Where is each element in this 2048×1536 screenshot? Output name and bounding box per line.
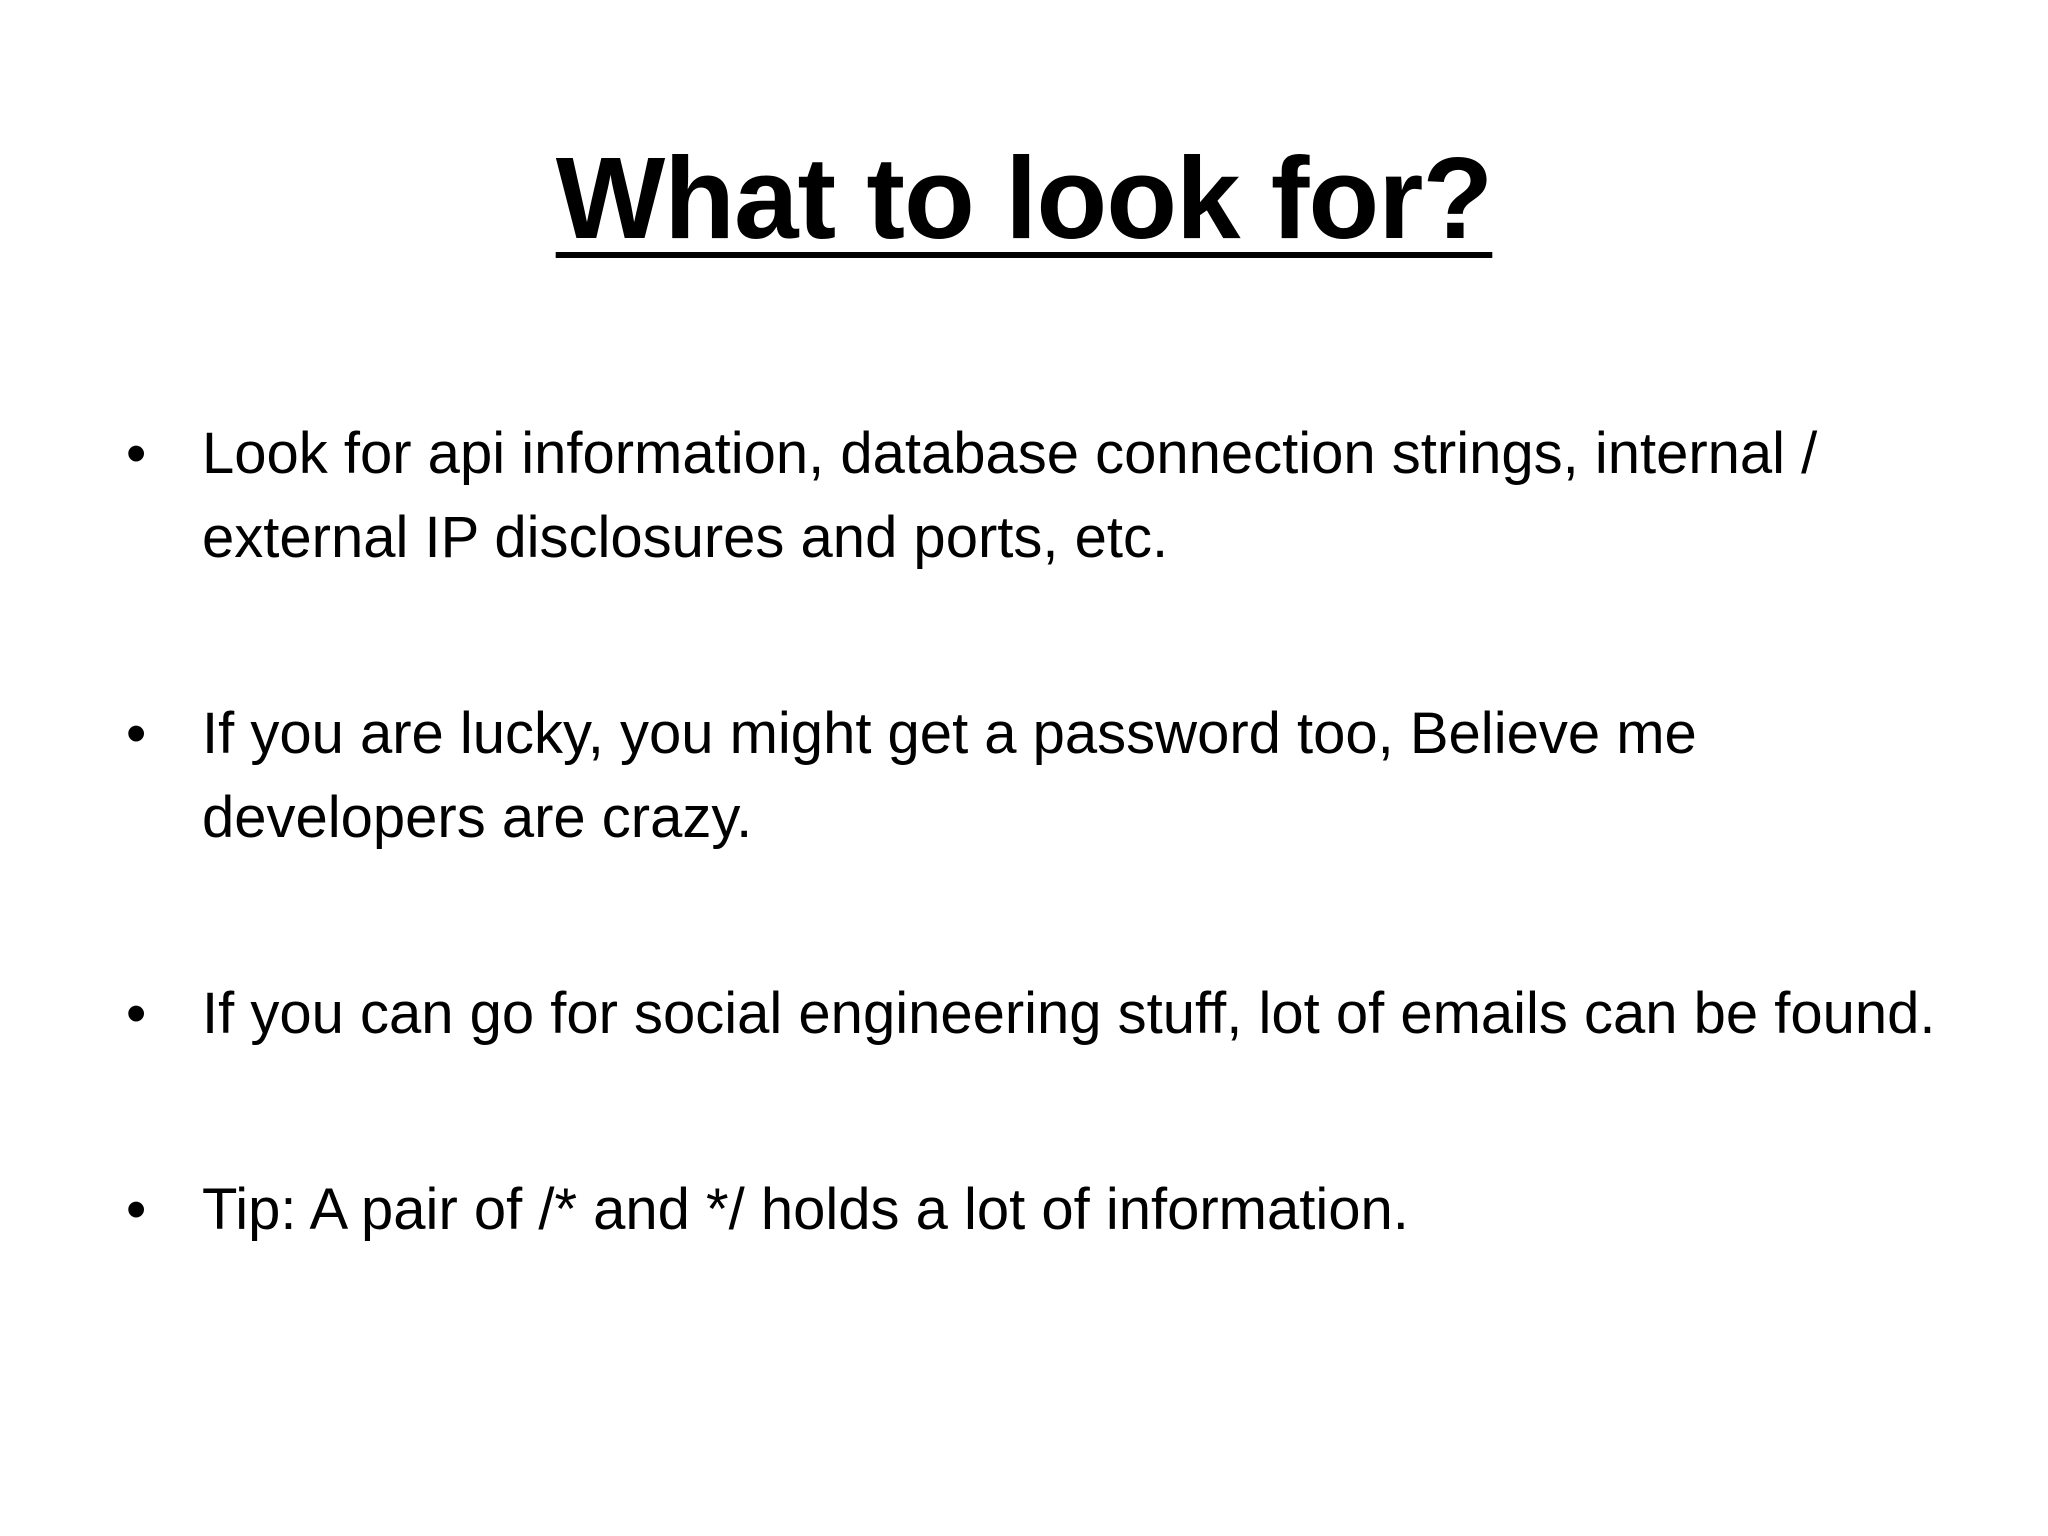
bullet-icon: • (126, 421, 147, 486)
bullet-item (118, 412, 1958, 580)
bullet-text: Tip: A pair of /* and */ holds a lot of information. (202, 1177, 1409, 1242)
bullet-item (118, 1168, 1958, 1252)
bullet-icon: • (126, 701, 147, 766)
bullet-list (118, 412, 1958, 1252)
title-container (0, 128, 2048, 268)
bullet-item (118, 972, 1958, 1056)
slide-title: What to look for? (555, 133, 1493, 263)
bullet-text: If you can go for social engineering stuff, lot of emails can be found. (202, 981, 1936, 1046)
bullet-text: Look for api information, database connection strings, internal / external IP disclosures and ports, etc. (202, 421, 1818, 570)
bullet-item (118, 692, 1958, 860)
bullet-icon: • (126, 981, 147, 1046)
bullet-text: If you are lucky, you might get a password too, Believe me developers are crazy. (202, 701, 1697, 850)
bullet-icon: • (126, 1177, 147, 1242)
